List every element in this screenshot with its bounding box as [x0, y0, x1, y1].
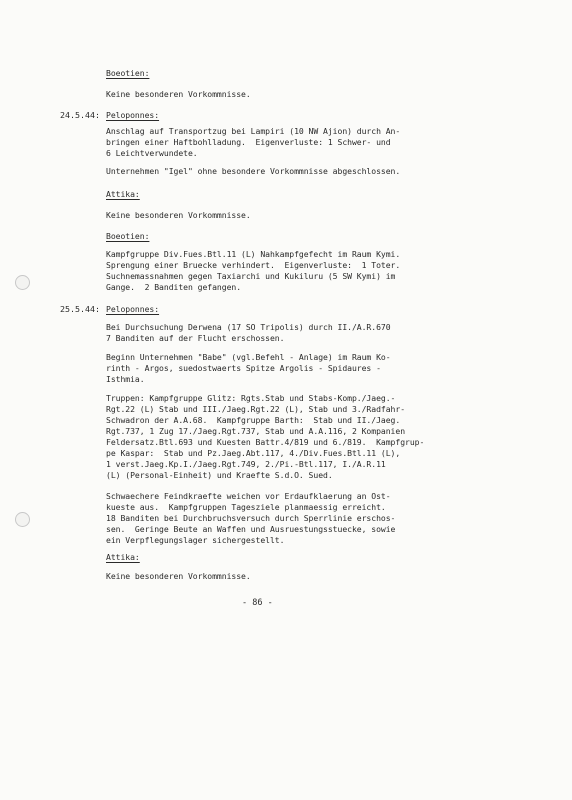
paragraph-line: Suchnemassnahmen gegen Taxiarchi und Kukiluru (5 SW Kymi) im: [106, 271, 396, 281]
section-heading: Peloponnes:: [106, 304, 160, 314]
paragraph-line: Anschlag auf Transportzug bei Lampiri (10 NW Ajion) durch An-: [106, 126, 401, 136]
section-text: Keine besonderen Vorkommnisse.: [106, 210, 251, 220]
punch-hole: [15, 275, 30, 290]
section-heading: Attika:: [106, 552, 140, 562]
date-label: 25.5.44:: [60, 304, 100, 314]
paragraph-line: Sprengung einer Bruecke verhindert. Eigenverluste: 1 Toter.: [106, 260, 401, 270]
paragraph-line: Gange. 2 Banditen gefangen.: [106, 282, 242, 292]
paragraph-line: Truppen: Kampfgruppe Glitz: Rgts.Stab und Stabs-Komp./Jaeg.-: [106, 393, 396, 403]
section-text: Keine besonderen Vorkommnisse.: [106, 89, 251, 99]
date-label: 24.5.44:: [60, 110, 100, 120]
paragraph-line: 6 Leichtverwundete.: [106, 148, 198, 158]
paragraph-line: Schwaechere Feindkraefte weichen vor Erdaufklaerung an Ost-: [106, 491, 391, 501]
paragraph-line: kueste aus. Kampfgruppen Tagesziele planmaessig erreicht.: [106, 502, 386, 512]
section-text: Keine besonderen Vorkommnisse.: [106, 571, 251, 581]
section-heading: Boeotien:: [106, 231, 150, 241]
section-heading: Boeotien:: [106, 68, 150, 78]
paragraph-line: Isthmia.: [106, 374, 145, 384]
paragraph-line: Kampfgruppe Div.Fues.Btl.11 (L) Nahkampfgefecht im Raum Kymi.: [106, 249, 401, 259]
paragraph-line: Rgt.737, 1 Zug 17./Jaeg.Rgt.737, Stab und A.A.116, 2 Kompanien: [106, 426, 406, 436]
paragraph-line: bringen einer Haftbohlladung. Eigenverluste: 1 Schwer- und: [106, 137, 391, 147]
paragraph-line: pe Kaspar: Stab und Pz.Jaeg.Abt.117, 4./Div.Fues.Btl.11 (L),: [106, 448, 401, 458]
paragraph-line: Unternehmen "Igel" ohne besondere Vorkommnisse abgeschlossen.: [106, 166, 401, 176]
page-number: - 86 -: [242, 598, 273, 608]
paragraph-line: Rgt.22 (L) Stab und III./Jaeg.Rgt.22 (L), Stab und 3./Radfahr-: [106, 404, 406, 414]
section-heading: Peloponnes:: [106, 110, 160, 120]
paragraph-line: 1 verst.Jaeg.Kp.I./Jaeg.Rgt.749, 2./Pi.-Btl.117, I./A.R.11: [106, 459, 386, 469]
paragraph-line: 18 Banditen bei Durchbruchsversuch durch Sperrlinie erschos-: [106, 513, 396, 523]
paragraph-line: Schwadron der A.A.68. Kampfgruppe Barth: Stab und II./Jaeg.: [106, 415, 401, 425]
paragraph-line: Feldersatz.Btl.693 und Kuesten Battr.4/819 und 6./819. Kampfgrup-: [106, 437, 425, 447]
paragraph-line: (L) (Personal-Einheit) und Kraefte S.d.O. Sued.: [106, 470, 333, 480]
paragraph-line: Bei Durchsuchung Derwena (17 SO Tripolis) durch II./A.R.670: [106, 322, 391, 332]
paragraph-line: sen. Geringe Beute an Waffen und Ausruestungsstuecke, sowie: [106, 524, 396, 534]
section-heading: Attika:: [106, 189, 140, 199]
paragraph-line: ein Verpflegungslager sichergestellt.: [106, 535, 285, 545]
paragraph-line: Beginn Unternehmen "Babe" (vgl.Befehl - Anlage) im Raum Ko-: [106, 352, 391, 362]
paragraph-line: rinth - Argos, suedostwaerts Spitze Argolis - Spidaures -: [106, 363, 381, 373]
punch-hole: [15, 512, 30, 527]
paragraph-line: 7 Banditen auf der Flucht erschossen.: [106, 333, 285, 343]
